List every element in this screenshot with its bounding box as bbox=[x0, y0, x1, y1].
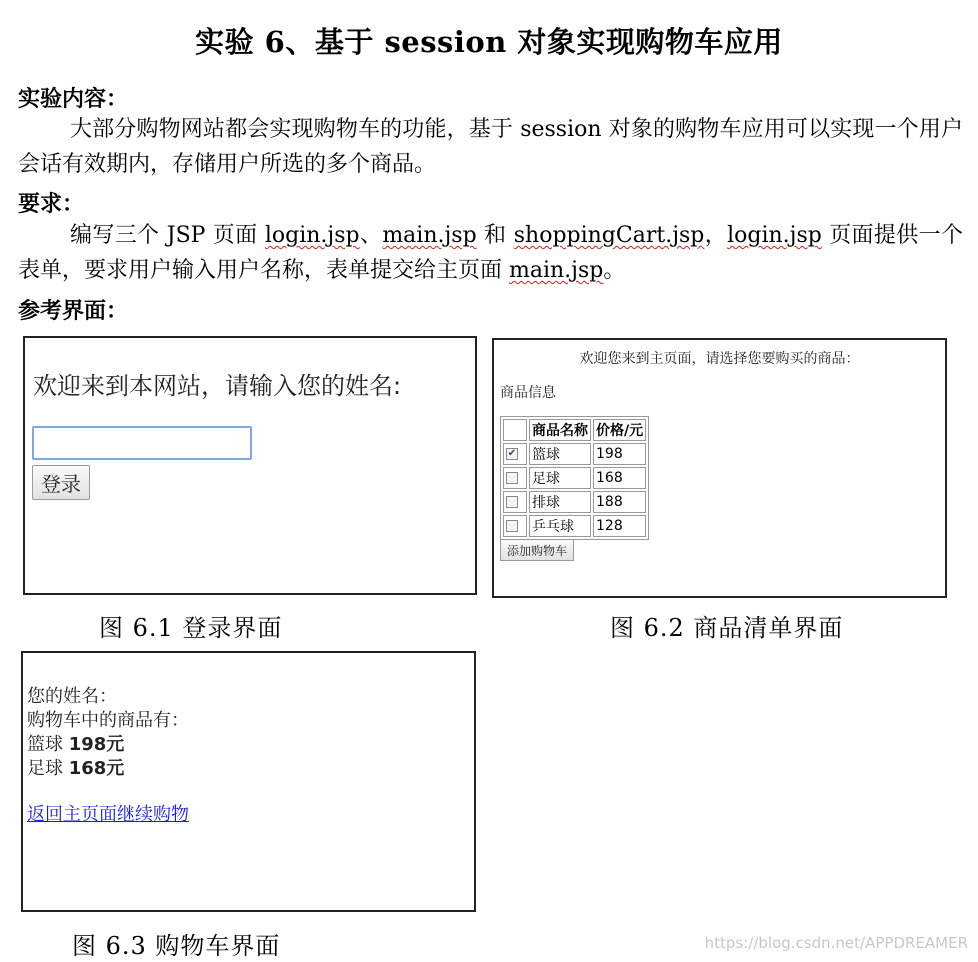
checkbox-cell bbox=[503, 443, 527, 465]
req-sep-2: 和 bbox=[476, 223, 514, 248]
product-list-figure bbox=[492, 338, 947, 598]
login-figure bbox=[23, 336, 477, 595]
column-header-price: 价格/元 bbox=[593, 419, 646, 441]
checkbox-cell bbox=[503, 491, 527, 513]
cart-item-price: 198元 bbox=[68, 734, 125, 755]
cart-items-label: 购物车中的商品有： bbox=[27, 710, 189, 731]
caption-figure-3: 图 6.3 购物车界面 bbox=[72, 932, 281, 960]
checkbox-header bbox=[503, 419, 527, 441]
cart-content bbox=[27, 685, 189, 781]
name-label: 您的姓名： bbox=[27, 686, 117, 707]
file-login: login.jsp bbox=[264, 223, 360, 248]
cart-item-name: 足球 bbox=[27, 758, 63, 779]
cart-item-price: 168元 bbox=[68, 758, 125, 779]
back-to-main-link[interactable]: 返回主页面继续购物 bbox=[27, 804, 189, 825]
product-price: 188 bbox=[593, 491, 646, 513]
req-sep-3: ， bbox=[704, 223, 728, 248]
product-table bbox=[500, 416, 649, 540]
cart-item bbox=[27, 757, 189, 781]
reference-heading: 参考界面： bbox=[18, 298, 129, 324]
requirements-heading: 要求： bbox=[18, 191, 85, 217]
document-title: 实验 6、基于 session 对象实现购物车应用 bbox=[195, 25, 783, 59]
watermark: https://blog.csdn.net/APPDREAMER bbox=[704, 934, 968, 952]
product-checkbox[interactable] bbox=[506, 496, 518, 508]
file-main: main.jsp bbox=[382, 223, 477, 248]
req-text-2: 页面提供一个表单，要求用户输入用户名称，表单提交给主页面 bbox=[18, 223, 963, 283]
product-price: 168 bbox=[593, 467, 646, 489]
product-price: 198 bbox=[593, 443, 646, 465]
content-text: 大部分购物网站都会实现购物车的功能，基于 session 对象的购物车应用可以实现一个用户会话有效期内，存储用户所选的多个商品。 bbox=[18, 117, 963, 177]
req-text-end: 。 bbox=[603, 258, 626, 283]
requirements-text bbox=[18, 218, 963, 288]
shopping-cart-figure bbox=[21, 651, 476, 912]
checkbox-cell bbox=[503, 467, 527, 489]
caption-figure-1: 图 6.1 登录界面 bbox=[99, 614, 283, 642]
product-price: 128 bbox=[593, 515, 646, 537]
product-checkbox[interactable] bbox=[506, 472, 518, 484]
content-heading: 实验内容： bbox=[18, 86, 129, 112]
login-prompt: 欢迎来到本网站，请输入您的姓名: bbox=[33, 372, 402, 400]
product-name: 篮球 bbox=[529, 443, 591, 465]
product-checkbox[interactable] bbox=[506, 520, 518, 532]
product-name: 乒乓球 bbox=[529, 515, 591, 537]
add-to-cart-button[interactable]: 添加购物车 bbox=[500, 539, 574, 561]
cart-item bbox=[27, 733, 189, 757]
caption-figure-2: 图 6.2 商品清单界面 bbox=[610, 614, 844, 642]
product-info-label: 商品信息 bbox=[500, 385, 556, 401]
product-name: 排球 bbox=[529, 491, 591, 513]
cart-item-name: 篮球 bbox=[27, 734, 63, 755]
product-checkbox[interactable]: ✔ bbox=[507, 448, 517, 459]
req-text-1: 编写三个 JSP 页面 bbox=[70, 223, 265, 248]
table-row bbox=[503, 515, 646, 537]
main-welcome: 欢迎您来到主页面，请选择您要购买的商品： bbox=[579, 351, 860, 367]
file-main-2: main.jsp bbox=[509, 258, 604, 283]
table-row bbox=[503, 491, 646, 513]
name-input[interactable] bbox=[32, 426, 252, 460]
product-name: 足球 bbox=[529, 467, 591, 489]
file-cart: shoppingCart.jsp bbox=[513, 223, 705, 248]
login-button[interactable]: 登录 bbox=[32, 465, 90, 500]
content-paragraph bbox=[18, 112, 963, 182]
req-sep-1: 、 bbox=[359, 223, 383, 248]
column-header-name: 商品名称 bbox=[529, 419, 591, 441]
requirements-paragraph bbox=[18, 218, 963, 288]
table-row bbox=[503, 443, 646, 465]
checkbox-cell bbox=[503, 515, 527, 537]
table-header-row bbox=[503, 419, 646, 441]
file-login-2: login.jsp bbox=[727, 223, 822, 248]
table-row bbox=[503, 467, 646, 489]
